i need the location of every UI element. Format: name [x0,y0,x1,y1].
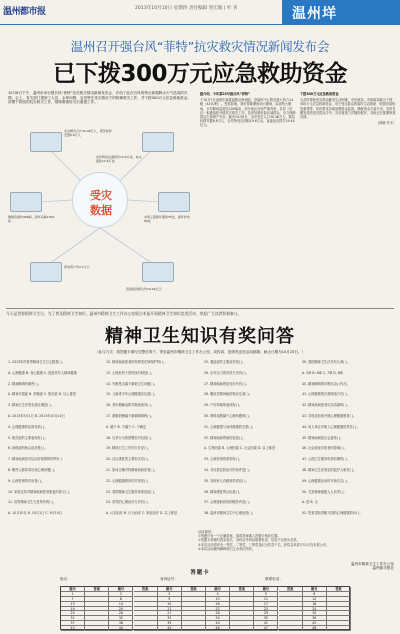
quiz-note: ②答题卡须填写真实姓名、身份证号码及联系电话，信息不全视为无效。 [198,538,300,543]
organizer-line: 温州市精神卫生工作办公室 [350,562,394,566]
answer-card-header: 题号 [158,587,182,592]
question-number-cell: 11 [254,597,278,602]
quiz-question-line: 13. 心理危机干预热线号码是( )。 [106,370,154,375]
quiz-question-line: 51. 您希望获得哪方面的心理健康知识( )。 [302,511,363,516]
newspaper-logo: 温州都市报 [3,7,46,17]
question-number-cell: 25 [61,611,85,616]
quiz-question-line: 34. 非自愿住院治疗的条件是( )。 [204,467,252,472]
graphic-caption: 停电用户约2.1万户 [64,265,90,269]
event-tagline: 今天是世界精神卫生日，为了普及精神卫生知识，温州市精神卫生工作办公室联合本报开展精神卫生知识竞答活动，欢迎广大读者积极参与。 [6,311,242,316]
economic-loss-icon [142,262,174,282]
question-number-cell: 37 [61,621,85,626]
quiz-question-line: A. 5章 B. 6章 C. 7章 D. 8章 [302,370,343,375]
quiz-note: ④本次活动最终解释权归主办单位所有。 [198,546,256,551]
quiz-question-line: 22. 心理健康教育的对象是( )。 [106,478,151,483]
masthead [0,0,400,24]
question-number-cell: 17 [254,602,278,607]
answer-input-cell[interactable] [230,626,254,631]
question-number-cell: 31 [61,616,85,621]
question-number-cell: 12 [303,597,327,602]
question-number-cell: 28 [206,611,230,616]
column-subhead: 下拨300万元应急救助资金 [300,92,339,96]
graphic-center-badge [72,172,128,228]
answer-input-cell[interactable] [279,626,303,631]
question-number-cell: 20 [109,607,133,612]
question-number-cell: 5 [254,592,278,597]
question-number-cell: 29 [254,611,278,616]
disaster-infographic [6,116,194,306]
question-number-cell: 24 [303,607,327,612]
column-text: 于10月7日凌晨在福建福鼎沿海登陆，登陆时中心附近最大风力14级（42米/秒）。受其影响，我市普降暴雨到大暴雨，局部特大暴雨，平均降雨量超过200毫米，部分地区出现严重内涝。各县（市、区）积极组织开展抗灾救灾工作，及时转移危险区域群众，全力保障群众生命财产安全。截至10月8日，全市受灾人口30.48万人，紧急转移安置6.8万人，农作物受灾面积19.6万亩，直接经济损失19.44亿元。 [200,98,296,128]
story-subheadline: 已下拨300万元应急救助资金 [52,61,347,87]
quiz-question-line: A. 10月10日 B. 10月1日 C. 9月10日 [8,511,63,516]
quiz-column [106,360,198,562]
section-name: 温州垟 [292,6,337,22]
question-number-cell: 16 [206,602,230,607]
quiz-question-line: 6. 抑郁症的核心症状是( )。 [8,446,48,451]
quiz-question-line: 17. 酒精依赖属于精神障碍吗( )。 [106,413,154,418]
quiz-question-line: 23. 我国精神卫生服务体系包括( )。 [106,489,158,494]
quiz-question-line: 38. 温州市精神卫生中心地址是( )。 [204,511,256,516]
question-number-cell: 35 [254,616,278,621]
answer-card-header: 答案 [182,587,206,592]
answer-card-header: 答案 [85,587,109,592]
answer-card-header: 答案 [279,587,303,592]
graphic-caption: 受灾群众合计30.48万人，紧急转移安置6.8万人 [64,129,112,137]
quiz-question-line: 43. 学校应如何开展心理健康教育( )。 [302,413,357,418]
power-icon [30,262,62,282]
quiz-question-line: 28. 服用抗精神病药物应注意( )。 [204,392,252,397]
dateline: 2013年10月10日 星期四 责任编辑 管宏敏 | 叶 青 [135,6,238,11]
quiz-question-line: A. 精神分裂症 B. 抑郁症 C. 焦虑症 D. 以上都是 [8,392,76,397]
question-number-cell: 4 [206,592,230,597]
organizer-line: 温州都市报社 [372,566,394,571]
answer-card-header: 题号 [206,587,230,592]
quiz-notes [198,530,394,560]
story-column [200,92,296,305]
question-number-cell: 38 [109,621,133,626]
quiz-question-line: 9. 心理咨询的作用是( )。 [8,478,45,483]
column-text: 为及时帮助受灾群众解决生活困难，市民政局、市财政局联合下拨300万元应急救助资金，用于受灾群众的临时生活救助、倒损房屋恢复重建等。同时要求各地加强资金监管，确保资金专款专用，及时足额发放到受灾群众手中。灾后重建工作随即展开，各地正在抓紧核查灾情。 [300,98,396,120]
question-number-cell: 44 [109,626,133,631]
story-body [200,92,396,305]
quiz-question-line: 35. 发现家人有精神异常应( )。 [204,478,249,483]
question-number-cell: 21 [158,607,182,612]
question-number-cell: 46 [206,626,230,631]
question-number-cell: 14 [109,602,133,607]
quiz-question-line: 16. 老年期痴呆的早期表现有( )。 [106,403,154,408]
question-number-cell: 47 [254,626,278,631]
quiz-question-line: 41. 心理健康的自我调适方法( )。 [302,392,350,397]
question-number-cell: 10 [206,597,230,602]
phone-label: 联系电话： [265,577,283,581]
question-number-cell: 34 [206,616,230,621]
question-number-cell: 2 [109,592,133,597]
quiz-question-line: 48. 精神卫生法规定的监护人职责( )。 [302,467,357,472]
story-column [300,92,396,305]
quiz-question-line: 36. 精神康复的目标是( )。 [204,489,243,494]
quiz-question-line: 1. 2013年的世界精神卫生日主题是( )。 [8,360,66,364]
question-number-cell: 33 [158,616,182,621]
quiz-question-line: 40. 精神障碍的诊断应由( )作出。 [302,381,350,386]
question-number-cell: 26 [109,611,133,616]
quiz-question-line: 15. 儿童青少年心理健康应注意( )。 [106,392,158,397]
quiz-question-line: 11. 世界精神卫生日是每年的( )。 [8,500,56,505]
question-number-cell: 13 [61,602,85,607]
question-number-cell: 41 [254,621,278,626]
quiz-question-line: 26. 应对压力的有效方法有( )。 [204,370,249,375]
quiz-question-line: 2. 精神障碍有哪些( )。 [8,381,42,386]
quiz-column [204,360,296,526]
quiz-question-line: 29. 产后抑郁的表现有( )。 [204,403,243,408]
question-number-cell: 1 [61,592,85,597]
answer-card-header: 题号 [109,587,133,592]
quiz-question-line: A. 是 B. 否 [302,500,318,505]
quiz-question-line: 30. 网络成瘾属于心理问题吗( )。 [204,413,252,418]
quiz-title: 精神卫生知识有奖问答 [105,326,295,347]
answer-card-header: 答案 [230,587,254,592]
graphic-center-title: 受灾 [90,189,112,202]
answer-input-cell[interactable] [85,626,109,631]
answer-card-fields [60,577,350,585]
question-number-cell: 36 [303,616,327,621]
column-subhead: 据介绍，今年第23号强台风“菲特” [200,92,251,96]
question-number-cell: 45 [158,626,182,631]
quiz-question-line: 14. 失眠是否属于精神卫生问题( )。 [106,381,158,386]
quiz-question-line: 18. 自杀行为的预警信号包括( )。 [106,435,154,440]
quiz-question-line: A. 心理健康 B. 身心健康 C. 促进老年人精神健康 [8,370,77,375]
graphic-caption: 倒塌房屋约368间，损坏房屋1300间 [8,215,55,223]
affected-people-icon [30,132,62,152]
quiz-note: 活动说明： [198,530,214,534]
quiz-question-line: 33. 心理咨询的原则有( )。 [204,457,243,462]
question-number-cell: 22 [206,607,230,612]
question-number-cell: 42 [303,621,327,626]
answer-input-cell[interactable] [182,626,206,631]
question-number-cell: 19 [61,607,85,612]
graphic-caption: 农作物受灾面积约19.6万亩，成灾面积12.6万亩 [96,155,142,163]
answer-card-header: 答案 [134,587,158,592]
question-number-cell: 39 [158,621,182,626]
quiz-question-line: 49. 心理健康从何时开始关注( )。 [302,478,350,483]
quiz-question-line: A. 生物因素 B. 心理因素 C. 社会因素 D. 以上都是 [204,446,276,451]
answer-input-cell[interactable] [134,626,158,631]
question-number-cell: 18 [303,602,327,607]
quiz-question-line: A. 认知治疗 B. 行为治疗 C. 家庭治疗 D. 以上都是 [106,511,178,516]
question-number-cell: 8 [109,597,133,602]
quiz-column [302,360,394,526]
quiz-question-line: 7. 精神疾病是可以治疗和预防的吗?( ) [8,457,62,462]
quiz-question-line: 3. 精神卫生法的实施日期是( )。 [8,403,54,408]
question-number-cell: 40 [206,621,230,626]
name-label: 姓名： [60,577,71,581]
quiz-question-line: 19. 精神卫生工作的方针是( )。 [106,446,151,451]
question-number-cell: 15 [158,602,182,607]
quiz-question-line: A. 属于 B. 不属于 C. 不确定 [106,424,147,429]
quiz-column [8,360,100,562]
section-banner [282,0,400,24]
quiz-question-line: 20. 社区康复的主要形式有( )。 [106,457,151,462]
quiz-question-line: 25. 强迫症的主要症状是( )。 [204,360,246,364]
quiz-question-line: 4. 心理健康的标准包括( )。 [8,424,48,429]
quiz-note: ③本次活动将评出一等奖、二等奖、三等奖及纪念奖若干名，获奖名单将于11月在本报公布。 [198,542,330,547]
quiz-question-line: 10. 家庭支持对精神疾病患者康复的意义( )。 [8,489,72,494]
quiz-question-line: 44. 用人单位对职工心理健康的责任( )。 [302,424,360,429]
quiz-question-line: 5. 焦虑症的主要表现有( )。 [8,435,48,440]
question-number-cell: 48 [303,626,327,631]
question-number-cell: 6 [303,592,327,597]
quiz-question-line: 45. 精神疾病是否会遗传( )。 [302,435,344,440]
question-number-cell: 32 [109,616,133,621]
question-number-cell: 9 [158,597,182,602]
quiz-question-line: 37. 心理援助热线的服务内容( )。 [204,500,252,505]
question-number-cell: 27 [158,611,182,616]
quiz-intro: （参与方式：将答题卡填写完整后剪下，寄至温州市精神卫生工作办公室，或传真、拍照发送至活动邮箱；截止日期为10月25日。） [94,350,306,354]
quiz-question-line: 27. 精神疾病的复发信号有( )。 [204,381,249,386]
houses-icon [10,192,42,212]
event-tagline-box [6,310,394,320]
id-label: 身份证号： [160,577,178,581]
quiz-question-line: 50. 关爱精神健康人人有责( )。 [302,489,347,494]
quiz-question-line: 46. 社会歧视对患者的影响( )。 [302,446,347,451]
answer-card-header: 题号 [303,587,327,592]
quiz-question-line: A. 2013年5月1日 B. 2013年10月10日 [8,413,65,418]
quiz-question-line: 31. 心理健康与身体健康的关系( )。 [204,424,256,429]
section-divider [6,308,394,309]
answer-card-header: 题号 [61,587,85,592]
masthead-divider [0,24,400,25]
quiz-question-line: 12. 精神疾病患者的权利受法律保护吗( )。 [106,360,167,364]
water-works-icon [158,192,190,212]
graphic-center-subtitle: 数据 [90,204,112,217]
answer-card-title: 答题卡 [190,570,210,576]
graphic-caption: 水利工程损坏堤防35处，损坏护岸80处 [144,215,190,223]
quiz-question-line: 24. 常见的心理治疗方法有( )。 [106,500,151,505]
quiz-note: ①每题只有一个正确答案，请将答案填入答题卡相应位置。 [198,534,281,539]
byline: （林晓 许平） [375,121,396,126]
quiz-question-line: 39. 我国精神卫生法共有几章( )。 [302,360,350,364]
quiz-question-line: 21. 如何正确对待精神疾病患者( )。 [106,467,158,472]
graphic-caption: 直接经济损失约19.44亿元 [126,287,162,291]
story-headline: 温州召开强台风“菲特”抗灾救灾情况新闻发布会 [70,39,330,54]
story-lead: 10月8日下午，温州市举行强台风“菲特”抗灾救灾情况新闻发布会，介绍了此次台风的特点和强降水天气造成的灾情。会上，有关部门提到了人员、水库河网、农田等在受灾情况下的防御救灾工作，并下拨300万元应急救助资金，部署下阶段的抗灾救灾工作，强调要做好灾后重建工作。 [8,91,191,105]
answer-card-grid [60,586,350,630]
question-number-cell: 43 [61,626,85,631]
crops-icon [142,132,174,152]
quiz-question-line: 32. 精神疾病的病因包括( )。 [204,435,246,440]
answer-card-header: 题号 [254,587,278,592]
question-number-cell: 23 [254,607,278,612]
quiz-question-line: 8. 哪些人群容易出现心理问题( )。 [8,467,57,472]
answer-input-cell[interactable] [327,626,351,631]
quiz-question-line: 47. 心理卫生服务机构有哪些( )。 [302,457,350,462]
question-number-cell: 30 [303,611,327,616]
question-number-cell: 7 [61,597,85,602]
answer-card-header: 答案 [327,587,351,592]
question-number-cell: 3 [158,592,182,597]
quiz-question-line: 42. 精神疾病患者可以结婚吗( )。 [302,403,350,408]
